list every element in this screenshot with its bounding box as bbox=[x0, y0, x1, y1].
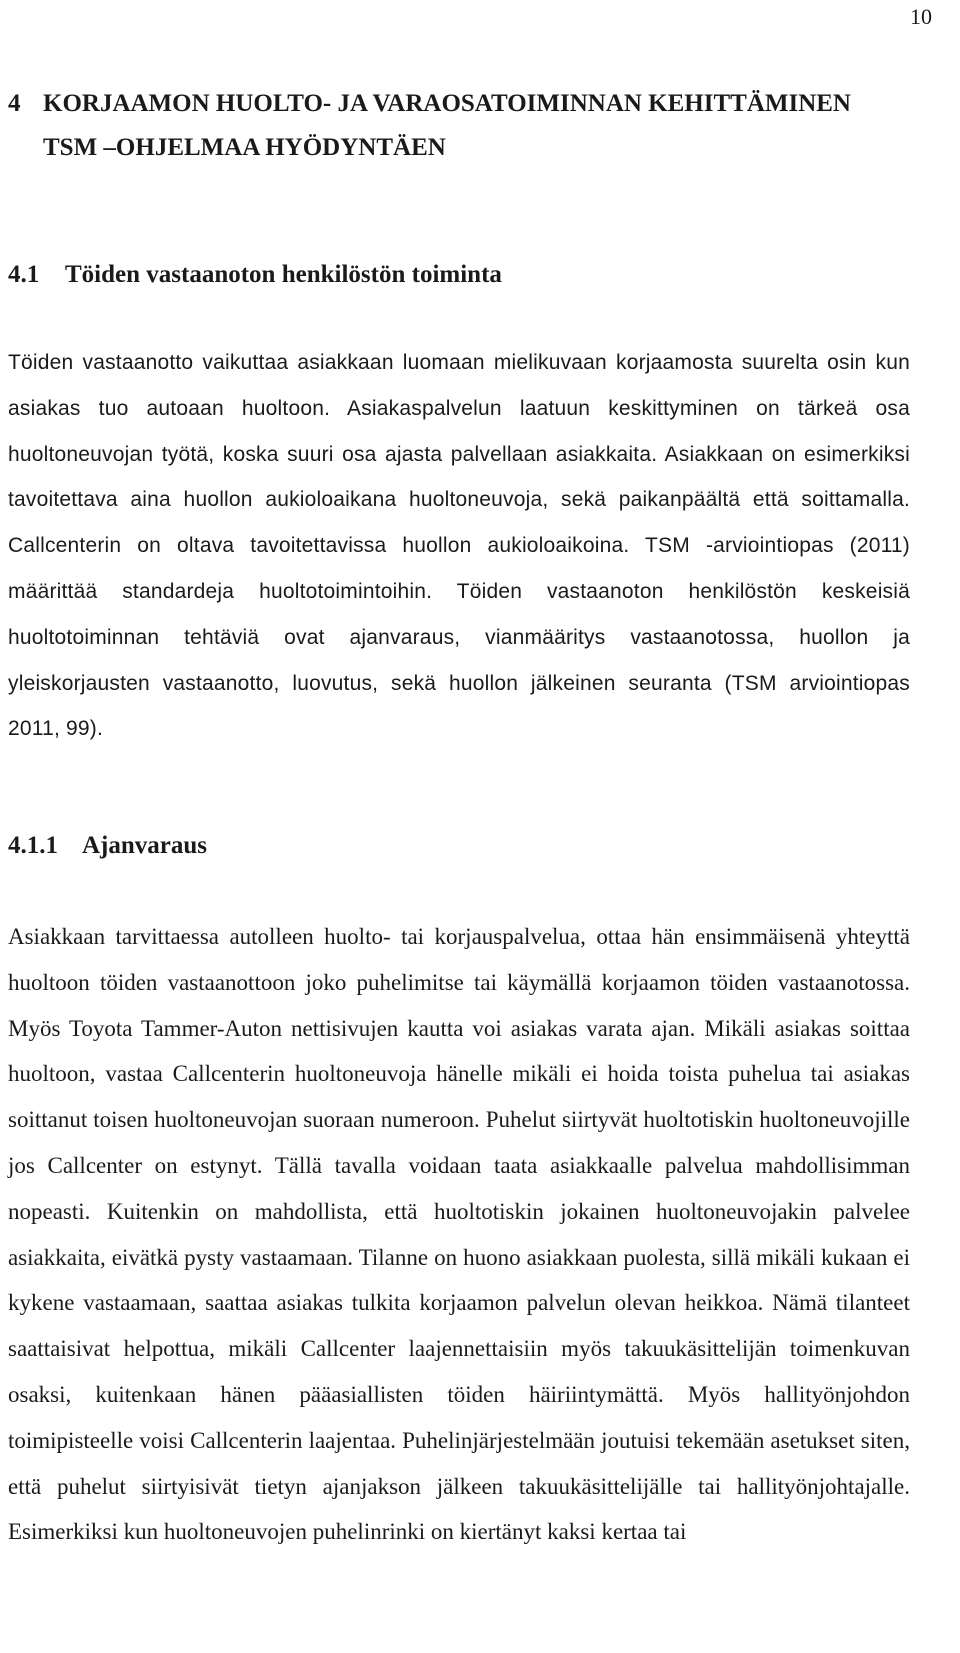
chapter-number: 4 bbox=[8, 90, 21, 117]
chapter-heading bbox=[8, 82, 908, 170]
body-paragraph-1: Töiden vastaanotto vaikuttaa asiakkaan luomaan mielikuvaan korjaamosta suurelta osin kun asiakas tuo autoaan huoltoon. Asiakaspalvelun laatuun keskittyminen on tärkeä osa huoltoneuvojan työtä, koska suuri osa ajasta palvellaan asiakkaita. Asiakkaan on esimerkiksi tavoitettava aina huollon aukioloaikana huoltoneuvoja, sekä paikanpäältä että soittamalla. Callcenterin on oltava tavoitettavissa huollon aukioloaikoina. TSM -arviointiopas (2011) määrittää standardeja huoltotoimintoihin. Töiden vastaanoton henkilöstön keskeisiä huoltotoiminnan tehtäviä ovat ajanvaraus, vianmääritys vastaanotossa, huollon ja yleiskorjausten vastaanotto, luovutus, sekä huollon jälkeinen seuranta (TSM arviointiopas 2011, 99). bbox=[8, 351, 910, 741]
subsection-heading bbox=[8, 826, 207, 866]
section-heading bbox=[8, 255, 502, 295]
body-paragraph-2: Asiakkaan tarvittaessa autolleen huolto- tai korjauspalvelua, ottaa hän ensimmäisenä yhteyttä huoltoon töiden vastaanottoon joko puhelimitse tai käymällä korjaamon töiden vastaanotossa. Myös Toyota Tammer-Auton nettisivujen kautta voi asiakas varata ajan. Mikäli asiakas soittaa huoltoon, vastaa Callcenterin huoltoneuvoja hänelle mikäli ei hoida toista puhelua tai asiakas soittanut toisen huoltoneuvojan suoraan numeroon. Puhelut siirtyvät huoltotiskin huoltoneuvojille jos Callcenter on estynyt. Tällä tavalla voidaan taata asiakkaalle palvelua mahdollisimman nopeasti. Kuitenkin on mahdollista, että huoltotiskin jokainen huoltoneuvojakin palvelee asiakkaita, eivätkä pysty vastaamaan. Tilanne on huono asiakkaan puolesta, sillä mikäli kukaan ei kykene vastaamaan, saattaa asiakas tulkita korjaamon palvelun olevan heikkoa. Nämä tilanteet saattaisivat helpottua, mikäli Callcenter laajennettaisiin myös takuukäsittelijän toimenkuvan osaksi, kuitenkaan hänen pääasiallisten töiden häiriintymättä. Myös hallityönjohdon toimipisteelle voisi Callcenterin laajentaa. Puhelinjärjestelmään joutuisi tekemään asetukset siten, että puhelut siirtyisivät tietyn ajanjakson jälkeen takuukäsittelijälle tai hallityönjohtajalle. Esimerkiksi kun huoltoneuvojen puhelinrinki on kiertänyt kaksi kertaa tai bbox=[8, 924, 910, 1545]
section-number: 4.1 bbox=[8, 261, 40, 288]
subsection-number: 4.1.1 bbox=[8, 832, 58, 859]
chapter-title: KORJAAMON HUOLTO- JA VARAOSATOIMINNAN KEHITTÄMINEN TSM –OHJELMAA HYÖDYNTÄEN bbox=[43, 90, 851, 161]
subsection-title: Ajanvaraus bbox=[82, 832, 208, 859]
section-title: Töiden vastaanoton henkilöstön toiminta bbox=[65, 261, 502, 288]
page-number: 10 bbox=[910, 4, 932, 29]
